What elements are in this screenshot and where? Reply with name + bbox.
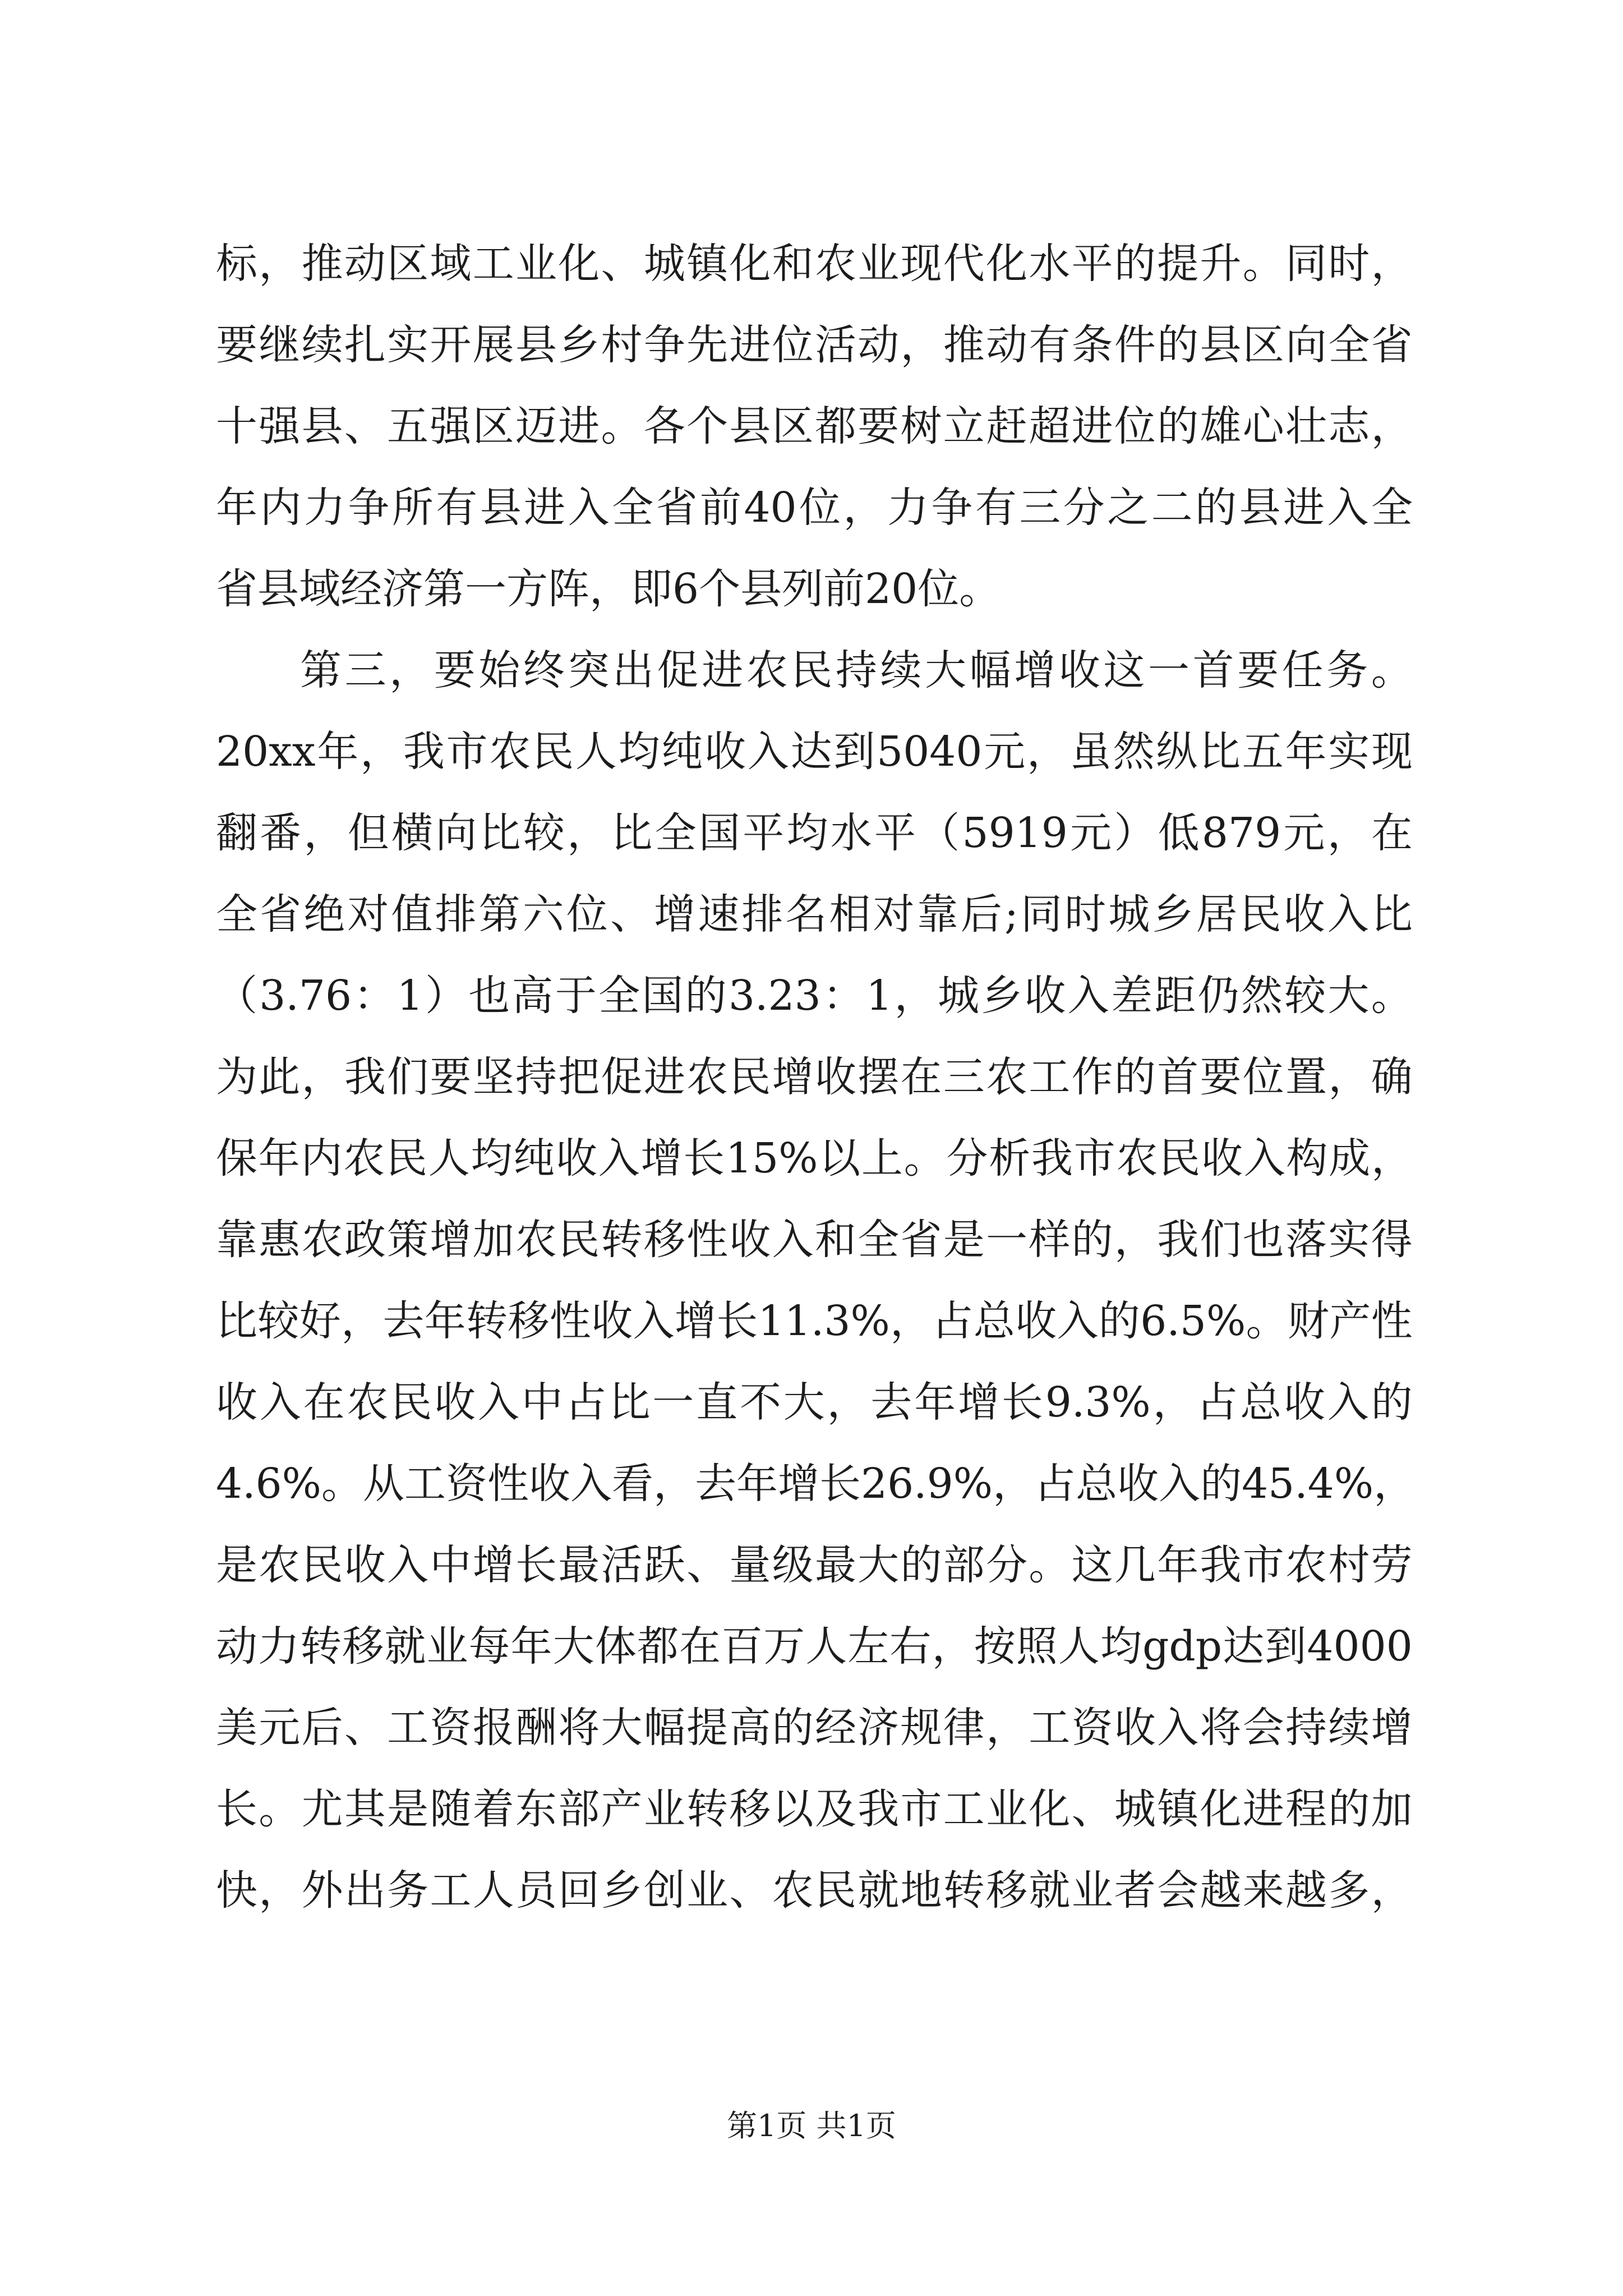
text-line-5: 省县域经济第一方阵，即6个县列前20位。 <box>216 565 1001 613</box>
text-line-6: 第 三 ， 要 始 终 突 出 促 进 农 民 持 续 大 幅 增 收 这 一 首 要 任 务 。 <box>300 646 1413 694</box>
text-line-20: 长 。 尤 其 是 随 着 东 部 产 业 转 移 以 及 我 市 工 业 化 、 城 镇 化 进 程 的 加 <box>216 1785 1413 1833</box>
text-line-4: 年 内 力 争 所 有 县 进 入 全 省 前 40 位 ， 力 争 有 三 分 之 二 的 县 进 入 全 <box>216 484 1413 532</box>
text-line-14: 比 较 好 ， 去 年 转 移 性 收 入 增 长 11.3% ， 占 总 收 入 的 6.5% 。 财 产 性 <box>216 1297 1413 1345</box>
text-line-3: 十 强 县 、 五 强 区 迈 进 。 各 个 县 区 都 要 树 立 赶 超 进 位 的 雄 心 壮 志 ， <box>216 402 1413 450</box>
text-line-1: 标 ， 推 动 区 域 工 业 化 、 城 镇 化 和 农 业 现 代 化 水 平 的 提 升 。 同 时 ， <box>216 240 1413 288</box>
text-line-17: 是 农 民 收 入 中 增 长 最 活 跃 、 量 级 最 大 的 部 分 。 这 几 年 我 市 农 村 劳 <box>216 1541 1413 1589</box>
text-line-18: 动 力 转 移 就 业 每 年 大 体 都 在 百 万 人 左 右 ， 按 照 人 均 gdp 达 到 4000 <box>216 1622 1413 1671</box>
text-line-9: 全 省 绝 对 值 排 第 六 位 、 增 速 排 名 相 对 靠 后 ; 同 时 城 乡 居 民 收 入 比 <box>216 890 1413 938</box>
page-number-footer: 第1页 共1页 <box>727 2108 896 2143</box>
text-line-13: 靠 惠 农 政 策 增 加 农 民 转 移 性 收 入 和 全 省 是 一 样 的 ， 我 们 也 落 实 得 <box>216 1216 1413 1264</box>
text-line-15: 收 入 在 农 民 收 入 中 占 比 一 直 不 大 ， 去 年 增 长 9.3% ， 占 总 收 入 的 <box>216 1378 1413 1427</box>
text-line-16: 4.6% 。 从 工 资 性 收 入 看 ， 去 年 增 长 26.9% ， 占 总 收 入 的 45.4% ， <box>216 1460 1415 1508</box>
text-line-11: 为 此 ， 我 们 要 坚 持 把 促 进 农 民 增 收 摆 在 三 农 工 作 的 首 要 位 置 ， 确 <box>216 1053 1413 1101</box>
text-line-8: 翻 番 ， 但 横 向 比 较 ， 比 全 国 平 均 水 平 （ 5919 元 ） 低 879 元 ， 在 <box>216 809 1413 857</box>
text-line-12: 保 年 内 农 民 人 均 纯 收 入 增 长 15% 以 上 。 分 析 我 市 农 民 收 入 构 成 ， <box>216 1134 1413 1182</box>
text-line-19: 美 元 后 、 工 资 报 酬 将 大 幅 提 高 的 经 济 规 律 ， 工 资 收 入 将 会 持 续 增 <box>216 1704 1413 1752</box>
text-line-21: 快 ， 外 出 务 工 人 员 回 乡 创 业 、 农 民 就 地 转 移 就 业 者 会 越 来 越 多 ， <box>216 1866 1413 1915</box>
text-line-10: （ 3.76 ： 1 ） 也 高 于 全 国 的 3.23 ： 1 ， 城 乡 收 入 差 距 仍 然 较 大 。 <box>216 972 1413 1020</box>
text-line-2: 要 继 续 扎 实 开 展 县 乡 村 争 先 进 位 活 动 ， 推 动 有 条 件 的 县 区 向 全 省 <box>216 321 1413 369</box>
text-line-7: 20xx 年 ， 我 市 农 民 人 均 纯 收 入 达 到 5040 元 ， 虽 然 纵 比 五 年 实 现 <box>216 728 1413 776</box>
